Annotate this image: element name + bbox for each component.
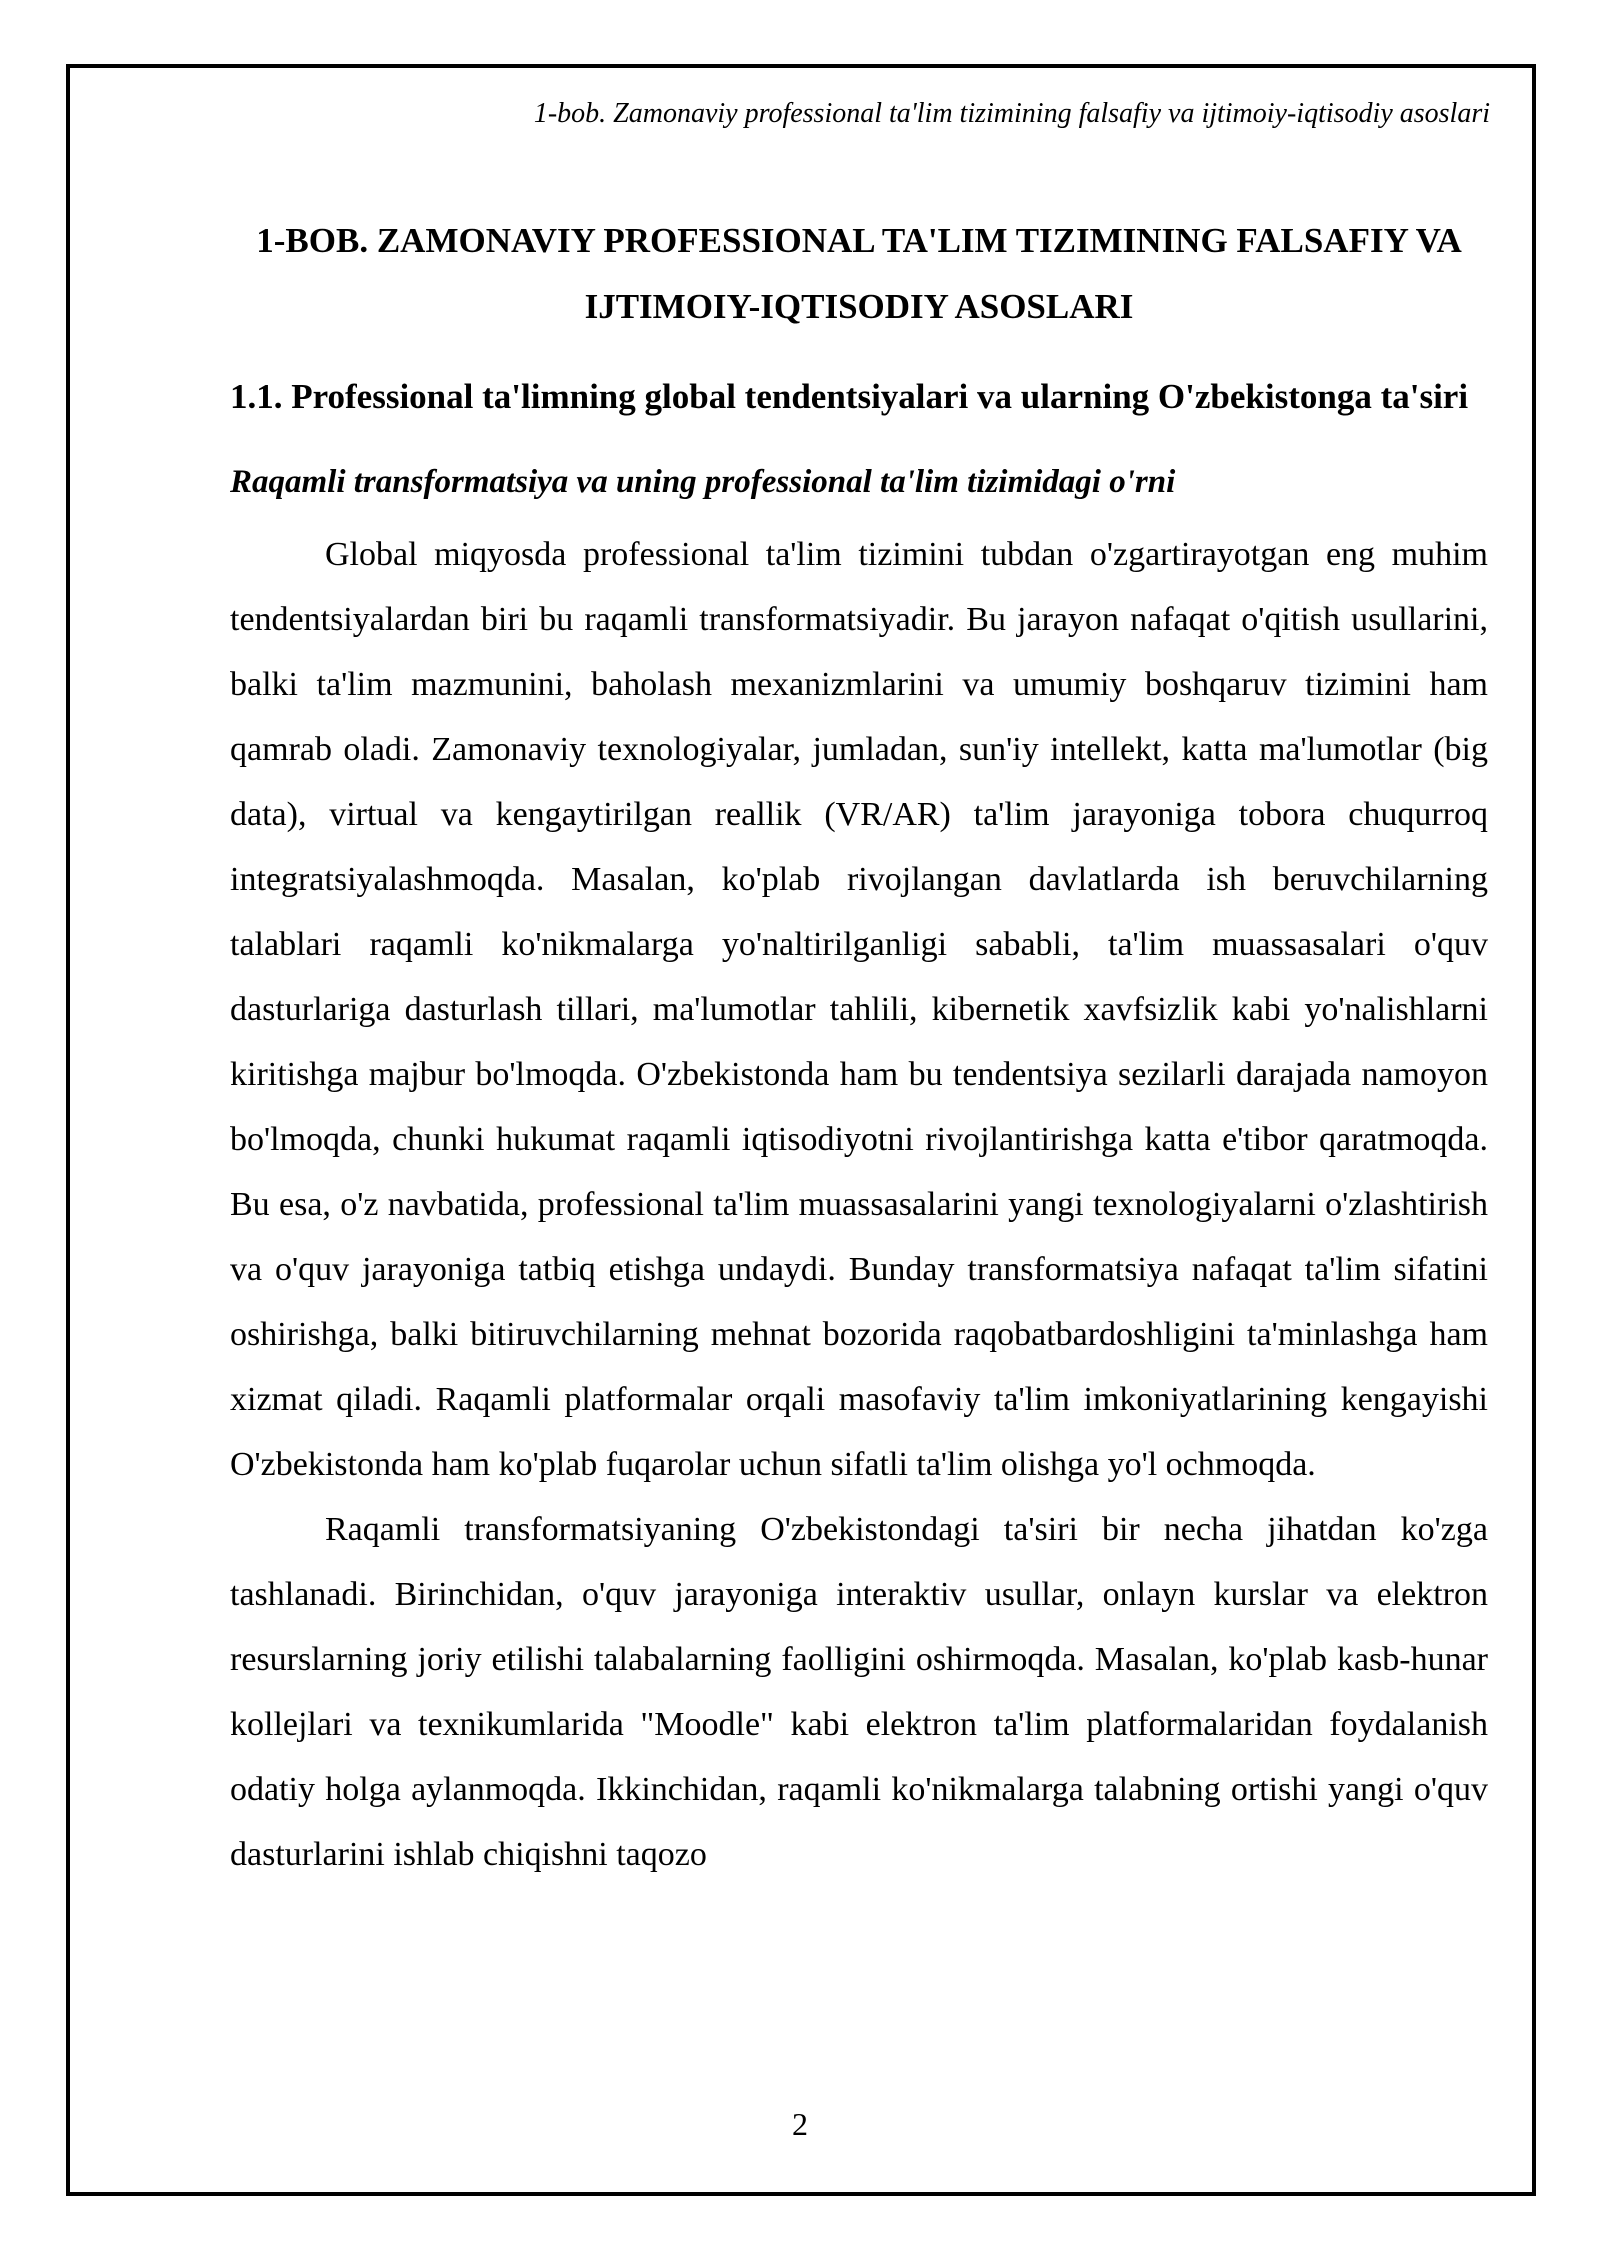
running-header: 1-bob. Zamonaviy professional ta'lim tizimining falsafiy va ijtimoiy-iqtisodiy asoslari [533, 98, 1490, 129]
page-content [230, 208, 1488, 1887]
subsection-title: Raqamli transformatsiya va uning professional ta'lim tizimidagi o'rni [230, 464, 1176, 500]
body-paragraph: Global miqyosda professional ta'lim tizimini tubdan o'zgartirayotgan eng muhim tendentsiyalardan biri bu raqamli transformatsiyadir. Bu jarayon nafaqat o'qitish usullarini, balki ta'lim mazmunini, baholash mexanizmlarini va umumiy boshqaruv tizimini ham qamrab oladi. Zamonaviy texnologiyalar, jumladan, sun'iy intellekt, katta ma'lumotlar (big data), virtual va kengaytirilgan reallik (VR/AR) ta'lim jarayoniga tobora chuqurroq integratsiyalashmoqda. Masalan, ko'plab rivojlangan davlatlarda ish beruvchilarning talablari raqamli ko'nikmalarga yo'naltirilganligi sababli, ta'lim muassasalari o'quv dasturlariga dasturlash tillari, ma'lumotlar tahlili, kibernetik xavfsizlik kabi yo'nalishlarni kiritishga majbur bo'lmoqda. O'zbekistonda ham bu tendentsiya sezilarli darajada namoyon bo'lmoqda, chunki hukumat raqamli iqtisodiyotni rivojlantirishga katta e'tibor qaratmoqda. Bu esa, o'z navbatida, professional ta'lim muassasalarini yangi texnologiyalarni o'zlashtirish va o'quv jarayoniga tatbiq etishga undaydi. Bunday transformatsiya nafaqat ta'lim sifatini oshirishga, balki bitiruvchilarning mehnat bozorida raqobatbardoshligini ta'minlashga ham xizmat qiladi. Raqamli platformalar orqali masofaviy ta'lim imkoniyatlarining kengayishi O'zbekistonda ham ko'plab fuqarolar uchun sifatli ta'lim olishga yo'l ochmoqda. [230, 536, 1488, 1483]
section-title: 1.1. Professional ta'limning global tendentsiyalari va ularning O'zbekistonga ta'siri [230, 377, 1469, 416]
body-paragraph: Raqamli transformatsiyaning O'zbekistondagi ta'siri bir necha jihatdan ko'zga tashlanadi. Birinchidan, o'quv jarayoniga interaktiv usullar, onlayn kurslar va elektron resurslarning joriy etilishi talabalarning faolligini oshirmoqda. Masalan, ko'plab kasb-hunar kollejlari va texnikumlarida "Moodle" kabi elektron ta'lim platformalaridan foydalanish odatiy holga aylanmoqda. Ikkinchidan, raqamli ko'nikmalarga talabning ortishi yangi o'quv dasturlarini ishlab chiqishni taqozo [230, 1511, 1488, 1873]
chapter-title: 1-BOB. ZAMONAVIY PROFESSIONAL TA'LIM TIZIMINING FALSAFIY VA IJTIMOIY-IQTISODIY ASOSLARI [256, 221, 1462, 326]
page-number: 2 [792, 2106, 808, 2142]
